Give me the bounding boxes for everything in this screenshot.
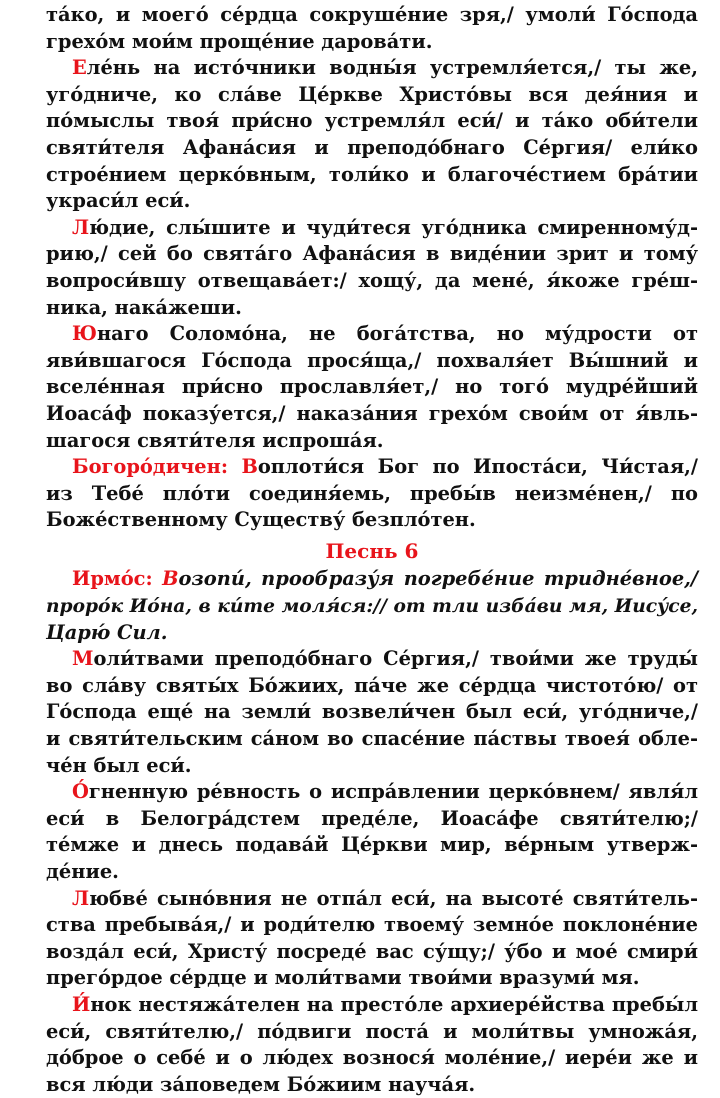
text-line: до́брое о себе́ и о лю́дех вознося́ моле́ние,/ иере́и же и [46,1046,698,1070]
text-line: де́ние. [46,860,119,883]
text-line: и святи́тельским са́ном во спасе́ние па́ствы твоея́ обле- [46,727,698,751]
text-line: Лю́дие, слы́шите и чуди́теся уго́дника смиренному́д- [72,215,698,239]
paragraph-continuation [46,2,698,55]
text-line: еси́ в Белогра́дстем преде́ле, Иоаса́фе святи́телю;/ [46,806,698,830]
text-line: украси́л еси́. [46,189,191,213]
text-line: прего́рдое се́рдце и моли́твами твои́ми вразуми́ мя. [46,966,640,990]
text-line: грехо́м мои́м проще́ние дарова́ти. [46,29,433,53]
red-initial: Л [72,215,90,239]
troparion-paragraph [46,321,698,454]
troparion-paragraph [46,646,698,779]
text-line: вселе́нная при́сно прославля́ет,/ но того́ мудре́йший [46,375,698,399]
text-line: рию,/ сей бо свята́го Афана́сия в виде́нии зрит и тому́ [46,242,698,266]
text-line: шагося святи́теля испроша́я. [46,428,384,452]
text-line: святи́теля Афана́сия и преподо́бнаго Се́ргия/ ели́ко [46,135,698,159]
red-initial: М [72,647,94,671]
text-line: уго́дниче, ко сла́ве Це́ркве Христо́вы вся дея́ния и [46,82,698,106]
text-line: че́н был еси́. [46,753,192,777]
ode-heading: Песнь 6 [325,538,419,563]
text-line: Царю́ Сил. [46,620,168,644]
text-line: Моли́твами преподо́бнаго Се́ргия,/ твои́ми же труды́ [72,647,698,671]
red-initial: В [241,455,258,479]
text-line: Го́спода еще́ на земли́ возвели́чен был еси́, уго́дниче,/ [46,700,698,724]
troparion-paragraph [46,215,698,321]
red-initial: Л [72,886,90,910]
irmos-paragraph [46,566,698,646]
text-line: И́нок нестяжа́телен на престо́ле архиере́йства пребы́л [72,992,698,1016]
text-line: О́гненную ре́вность о испра́влении церко́внем/ явля́л [72,780,698,804]
text-line: вопроси́вшу отвещава́ет:/ хощу́, да мене́, я́коже гре́ш- [46,268,698,292]
text-line: Ирмо́с: Возопи́, прообразу́я погребе́ние тридне́вное,/ [72,567,699,591]
red-initial: И́ [72,992,91,1016]
text-line: ства пребыва́я,/ и роди́телю твоему́ земно́е поклоне́ние [46,913,698,937]
theotokion-paragraph [46,454,698,534]
text-line: Юнаго Соломо́на, не бога́тства, но му́дрости от [72,322,698,346]
text-line: во сла́ву святы́х Бо́жиих, па́че же се́рдца чистото́ю/ от [46,673,698,697]
text-line: еси́, святи́телю,/ по́двиги поста́ и моли́твы умножа́я, [46,1019,698,1043]
troparion-paragraph [46,992,698,1098]
text-line: Боже́ственному Существу́ безпло́тен. [46,508,476,532]
text-line: вся лю́ди за́поведем Бо́жиим науча́я. [46,1072,476,1096]
text-line: Еле́нь на исто́чники водны́я устремля́ется,/ ты же, [72,56,698,80]
red-initial: Е [72,56,87,80]
text-line: яви́вшагося Го́спода прося́ща,/ похваля́ет Вы́шний и [46,348,698,372]
text-line: та́ко, и моего́ се́рдца сокруше́ние зря,/ умоли́ Го́спода [46,3,698,26]
troparion-paragraph [46,779,698,885]
irmos-label: Ирмо́с: [72,567,163,591]
theotokion-label: Богоро́дичен: [72,455,242,479]
text-line: Любве́ сыно́вния не отпа́л еси́, на высоте́ святи́тель- [72,886,698,910]
red-initial: Ю [72,322,97,346]
red-initial: В [162,567,179,591]
text-line: те́мже и днесь подава́й Це́ркви мир, ве́рным утверж- [46,833,698,857]
text-line: ника, нака́жеши. [46,295,242,319]
text-line: по́мыслы твоя́ при́сно устремля́л еси́/ и та́ко оби́тели [46,109,698,133]
text-line: Иоаса́ф показу́ется,/ наказа́ния грехо́м свои́м от я́вль- [46,401,698,425]
red-initial: О́ [72,780,89,804]
text-line: проро́к Ио́на, в ки́те моля́ся:// от тли изба́ви мя, Иису́се, [46,595,698,618]
text-line: возда́л еси́, Христу́ посреде́ вас су́щу;/ у́бо и мое́ смири́ [46,939,698,963]
text-line: Богоро́дичен: Воплоти́ся Бог по Ипоста́си, Чи́стая,/ [72,455,698,479]
troparion-paragraph [46,886,698,992]
text-line: из Тебе́ пло́ти соединя́емь, пребы́в неизме́нен,/ по [46,481,698,505]
text-line: строе́нием церко́вным, толи́ко и благоче́стием бра́тии [46,162,698,186]
troparion-paragraph [46,55,698,215]
